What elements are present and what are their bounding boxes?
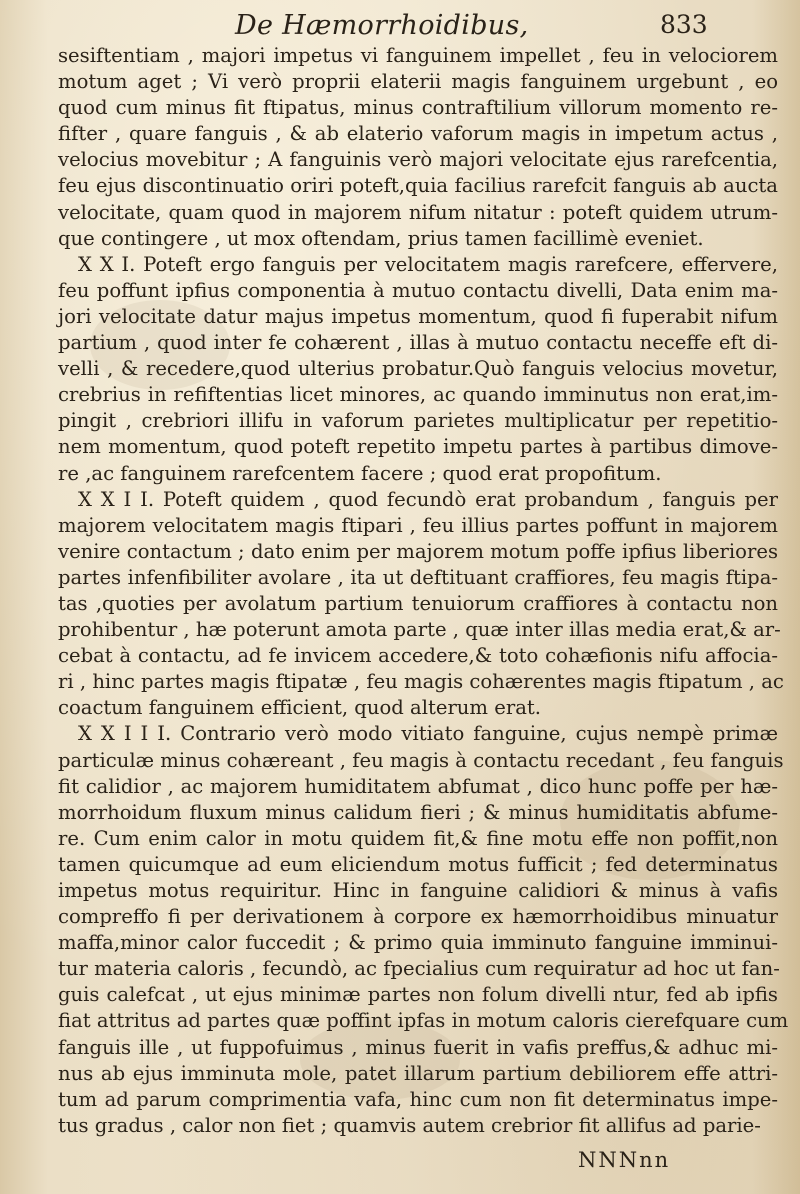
- text-line: fit calidior , ac majorem humiditatem abfumat , dico hunc poffe per hæ-: [58, 774, 778, 798]
- text-line: prohibentur , hæ poterunt amota parte , quæ inter illas media erat,& ar-: [58, 618, 781, 642]
- text-line: compreffo fi per derivationem à corpore ex hæmorrhoidibus minuatur: [58, 905, 778, 929]
- text-line: nem momentum, quod poteft repetito impetu partes à partibus dimove-: [58, 435, 778, 459]
- text-line: tas ,quoties per avolatum partium tenuiorum craffiores à contactu non: [58, 591, 778, 615]
- body-text: [58, 43, 789, 1139]
- text-line: partes infenfibiliter avolare , ita ut deftituant craffiores, feu magis ftipa-: [58, 565, 778, 589]
- page-header: [0, 8, 800, 44]
- text-line: pingit , crebriori illifu in vaforum parietes multiplicatur per repetitio-: [58, 409, 778, 433]
- text-line: tamen quicumque ad eum eliciendum motus fufficit ; fed determinatus: [58, 852, 778, 876]
- text-line: majorem velocitatem magis ftipari , feu illius partes poffunt in majorem: [58, 513, 778, 537]
- text-line: nus ab ejus imminuta mole, patet illarum partium debiliorem effe attri-: [58, 1061, 778, 1085]
- text-line: feu poffunt ipfius componentia à mutuo contactu divelli, Data enim ma-: [58, 278, 778, 302]
- text-line: fiat attritus ad partes quæ poffint ipfas in motum caloris cierefquare cum: [58, 1009, 789, 1033]
- text-line: fanguis ille , ut fuppofuimus , minus fuerit in vafis preffus,& adhuc mi-: [58, 1035, 778, 1059]
- text-line: morrhoidum fluxum minus calidum fieri ; & minus humiditatis abfume-: [58, 800, 778, 824]
- text-line: velocitate, quam quod in majorem nifum nitatur : poteft quidem utrum-: [58, 200, 778, 224]
- text-line: re ,ac fanguinem rarefcentem facere ; quod erat propofitum.: [58, 461, 662, 485]
- text-line: que contingere , ut mox oftendam, prius tamen facillimè eveniet.: [58, 226, 704, 250]
- text-line: tus gradus , calor non fiet ; quamvis autem crebrior fit allifus ad parie-: [58, 1113, 761, 1137]
- text-line: X X I I. Poteft quidem , quod fecundò erat probandum , fanguis per: [78, 487, 778, 511]
- text-line: guis calefcat , ut ejus minimæ partes non folum divelli ntur, fed ab ipfis: [58, 983, 778, 1007]
- catchword: NNNnn: [578, 1148, 671, 1172]
- text-line: venire contactum ; dato enim per majorem motum poffe ipfius liberiores: [58, 539, 778, 563]
- text-line: impetus motus requiritur. Hinc in fanguine calidiori & minus à vafis: [58, 879, 778, 902]
- text-line: motum aget ; Vi verò proprii elaterii magis fanguinem urgebunt , eo: [58, 70, 778, 94]
- text-line: particulæ minus cohæreant , feu magis à contactu recedant , feu fanguis: [58, 748, 784, 772]
- text-line: cebat à contactu, ad fe invicem accedere,& toto cohæfionis nifu affocia-: [58, 644, 778, 668]
- text-line: quod cum minus fit ftipatus, minus contraftilium villorum momento re-: [58, 96, 778, 120]
- page-number: 833: [660, 10, 708, 39]
- text-line: velocius movebitur ; A fanguinis verò majori velocitate ejus rarefcentia,: [58, 148, 778, 172]
- text-line: X X I I I. Contrario verò modo vitiato fanguine, cujus nempè primæ: [78, 722, 778, 746]
- text-line: ri , hinc partes magis ftipatæ , feu magis cohærentes magis ftipatum , ac: [58, 670, 784, 694]
- text-line: coactum fanguinem efficient, quod alterum erat.: [58, 696, 541, 720]
- running-title: De Hæmorrhoidibus,: [235, 10, 529, 41]
- text-line: sesiftentiam , majori impetus vi fanguinem impellet , feu in velociorem: [58, 44, 778, 67]
- text-line: maffa,minor calor fuccedit ; & primo quia imminuto fanguine imminui-: [58, 931, 778, 955]
- text-line: velli , & recedere,quod ulterius probatur.Quò fanguis velocius movetur,: [58, 357, 778, 381]
- text-line: tur materia caloris , fecundò, ac fpecialius cum requiratur ad hoc ut fan-: [58, 957, 780, 981]
- text-line: X X I. Poteft ergo fanguis per velocitatem magis rarefcere, effervere,: [78, 252, 778, 276]
- text-line: partium , quod inter fe cohærent , illas à mutuo contactu neceffe eft di-: [58, 331, 778, 355]
- text-line: tum ad parum comprimentia vafa, hinc cum non fit determinatus impe-: [58, 1087, 778, 1111]
- text-line: jori velocitate datur majus impetus momentum, quod fi fuperabit nifum: [58, 304, 778, 328]
- text-line: re. Cum enim calor in motu quidem fit,& fine motu effe non poffit,non: [58, 826, 778, 850]
- text-line: fifter , quare fanguis , & ab elaterio vaforum magis in impetum actus ,: [58, 122, 778, 146]
- text-line: feu ejus discontinuatio oriri poteft,quia facilius rarefcit fanguis ab aucta: [58, 174, 778, 198]
- text-line: crebrius in refiftentias licet minores, ac quando imminutus non erat,im-: [58, 383, 778, 407]
